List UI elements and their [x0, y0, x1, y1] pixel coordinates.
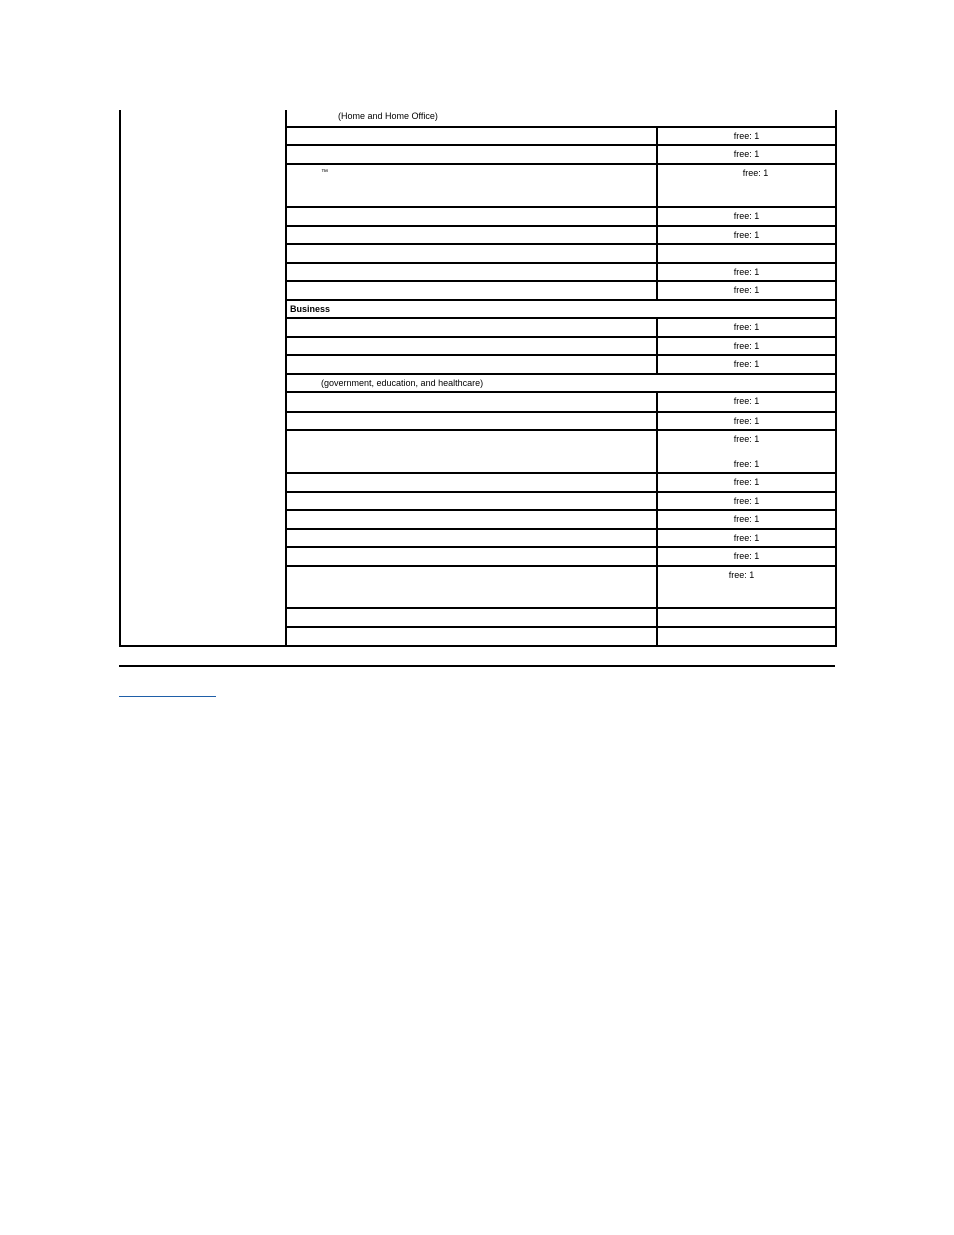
service-cell	[286, 127, 657, 145]
toll-free-number: free: 1	[657, 412, 836, 430]
service-cell	[657, 608, 836, 627]
service-cell	[657, 627, 836, 646]
toll-free-number: free: 1	[657, 566, 836, 608]
toll-free-number: free: 1	[657, 547, 836, 566]
service-cell	[286, 430, 657, 473]
toll-free-number: free: 1	[657, 145, 836, 164]
service-cell	[286, 318, 657, 337]
toll-free-number: free: 1	[657, 318, 836, 337]
service-cell	[286, 392, 657, 411]
back-to-contents-link[interactable]	[119, 690, 216, 697]
toll-free-number: free: 1	[657, 529, 836, 547]
region-cell	[120, 110, 286, 646]
toll-free-number: free: 1	[657, 127, 836, 145]
toll-free-number: free: 1	[657, 164, 836, 207]
region-row-cell	[286, 608, 657, 627]
toll-free-number: free: 1	[657, 337, 836, 355]
service-cell	[286, 566, 657, 608]
service-cell	[286, 412, 657, 430]
public-sector-heading: (government, education, and healthcare)	[286, 374, 836, 392]
service-cell	[286, 510, 657, 529]
service-cell	[286, 263, 657, 281]
contact-table	[119, 110, 837, 647]
toll-free-number: free: 1	[657, 263, 836, 281]
service-cell	[286, 207, 657, 226]
trademark-symbol: ™	[321, 169, 328, 177]
toll-free-number: free: 1	[657, 281, 836, 300]
service-cell	[286, 244, 657, 263]
toll-free-number: free: 1	[657, 510, 836, 529]
toll-free-number: free: 1	[657, 492, 836, 510]
horizontal-rule	[119, 665, 835, 667]
toll-free-number: free: 1	[657, 355, 836, 374]
service-cell	[286, 492, 657, 510]
empty-value-cell	[657, 244, 836, 263]
toll-free-number: free: 1	[657, 473, 836, 492]
service-cell	[286, 281, 657, 300]
toll-free-number: free: 1	[657, 207, 836, 226]
service-cell	[286, 547, 657, 566]
service-cell	[286, 226, 657, 244]
home-office-heading: (Home and Home Office)	[286, 110, 836, 127]
toll-free-number: free: 1	[657, 392, 836, 411]
service-cell	[286, 473, 657, 492]
service-cell	[286, 529, 657, 547]
business-heading: Business	[286, 300, 836, 318]
service-cell	[286, 355, 657, 374]
service-cell	[286, 164, 657, 207]
toll-free-number-pair: free: 1 free: 1	[657, 430, 836, 473]
toll-free-number: free: 1	[657, 226, 836, 244]
region-row-cell	[286, 627, 657, 646]
service-cell	[286, 337, 657, 355]
service-cell	[286, 145, 657, 164]
